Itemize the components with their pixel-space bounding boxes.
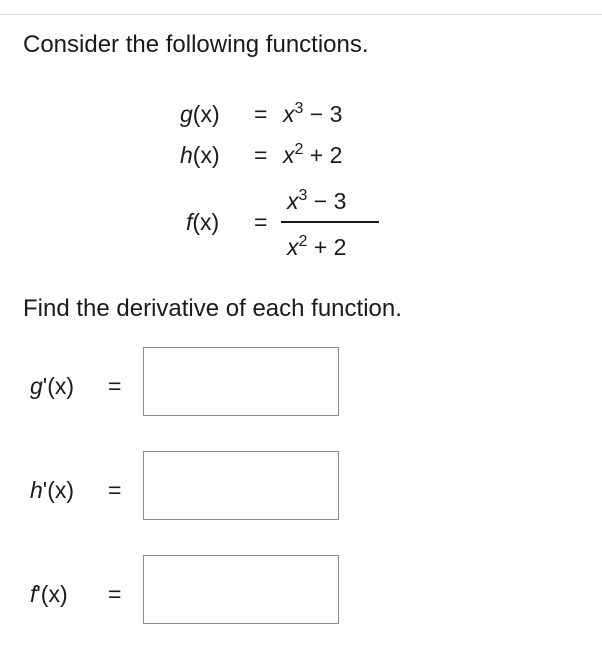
- f-numerator: $x^3 - 3$: [287, 187, 347, 214]
- h-definition-rhs: $x^2 + 2$: [283, 141, 343, 168]
- f-prime-label: f'(x): [30, 581, 68, 607]
- h-prime-equals: =: [108, 477, 122, 503]
- g-prime-equals: =: [108, 373, 122, 399]
- h-prime-label: h'(x): [30, 477, 75, 503]
- instruction-text: Find the derivative of each function.: [23, 295, 402, 322]
- f-definition-lhs: f(x): [186, 209, 220, 235]
- h-equals-sign: =: [254, 142, 268, 168]
- top-divider: [0, 14, 602, 15]
- question-prompt: Consider the following functions.: [23, 31, 369, 58]
- f-prime-answer-input[interactable]: [143, 555, 339, 624]
- f-prime-equals: =: [108, 581, 122, 607]
- f-denominator: $x^2 + 2$: [287, 233, 347, 260]
- f-equals-sign: =: [254, 209, 268, 235]
- g-equals-sign: =: [254, 101, 268, 127]
- g-prime-answer-input[interactable]: [143, 347, 339, 416]
- g-definition-lhs: g(x): [180, 101, 220, 127]
- h-prime-answer-input[interactable]: [143, 451, 339, 520]
- h-definition-lhs: h(x): [180, 142, 220, 168]
- g-prime-label: g'(x): [30, 373, 75, 399]
- fraction-bar: [281, 221, 379, 223]
- g-definition-rhs: $x^3 - 3$: [283, 100, 343, 127]
